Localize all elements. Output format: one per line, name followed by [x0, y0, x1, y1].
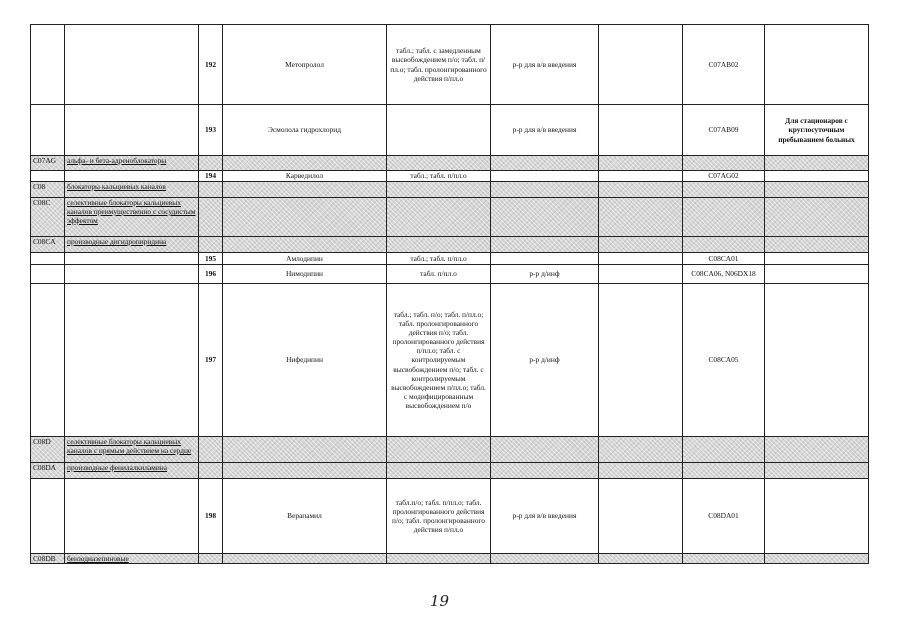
group-cell: блокаторы кальциевых каналов — [65, 182, 199, 198]
code-cell: C07AG02 — [683, 171, 765, 182]
number-cell: 194 — [199, 171, 223, 182]
atc-cell: C08DA — [31, 463, 65, 479]
form-cell — [387, 437, 491, 463]
form-cell: табл.п/о; табл. п/пл.о; табл. пролонгированного действия п/о; табл. пролонгированного действия п/пл.о — [387, 479, 491, 554]
form-cell: табл.; табл. п/о; табл. п/пл.о; табл. пролонгированного действия п/о; табл. пролонгированного действия п/пл.о; табл. с контролируемым высвобождением п/о; табл. с контролируемым высвобождением п/пл.о; табл. с модифицированным высвобождением п/о — [387, 284, 491, 437]
extra-cell — [599, 554, 683, 564]
atc-cell — [31, 284, 65, 437]
name-cell — [223, 198, 387, 237]
extra-cell — [599, 284, 683, 437]
atc-cell — [31, 105, 65, 156]
drug-row — [31, 265, 869, 284]
atc-cell: C07AG — [31, 156, 65, 171]
note-cell — [765, 25, 869, 105]
name-cell: Нимодипин — [223, 265, 387, 284]
code-cell — [683, 437, 765, 463]
drug-row — [31, 105, 869, 156]
code-cell: C08CA05 — [683, 284, 765, 437]
number-cell: 198 — [199, 479, 223, 554]
form-cell: табл.; табл. п/пл.о — [387, 171, 491, 182]
name-cell: Верапамил — [223, 479, 387, 554]
number-cell — [199, 237, 223, 253]
name-cell — [223, 554, 387, 564]
group-cell — [65, 105, 199, 156]
group-row — [31, 554, 869, 564]
group-row — [31, 198, 869, 237]
note-cell: Для стационаров с круглосуточным пребыванием больных — [765, 105, 869, 156]
number-cell — [199, 463, 223, 479]
injection-form-cell — [491, 171, 599, 182]
group-row — [31, 463, 869, 479]
form-cell — [387, 554, 491, 564]
group-row — [31, 156, 869, 171]
number-cell: 195 — [199, 253, 223, 265]
group-cell — [65, 253, 199, 265]
note-cell — [765, 554, 869, 564]
name-cell: Карведилол — [223, 171, 387, 182]
injection-form-cell — [491, 198, 599, 237]
form-cell — [387, 198, 491, 237]
number-cell: 197 — [199, 284, 223, 437]
drug-row — [31, 171, 869, 182]
medicines-table — [30, 24, 869, 564]
injection-form-cell — [491, 156, 599, 171]
name-cell: Амлодипин — [223, 253, 387, 265]
drug-row — [31, 253, 869, 265]
drug-row — [31, 25, 869, 105]
extra-cell — [599, 479, 683, 554]
name-cell — [223, 156, 387, 171]
code-cell — [683, 237, 765, 253]
injection-form-cell: р-р для в/в введения — [491, 479, 599, 554]
group-cell — [65, 265, 199, 284]
code-cell — [683, 554, 765, 564]
code-cell: C08DA01 — [683, 479, 765, 554]
number-cell — [199, 156, 223, 171]
group-cell — [65, 284, 199, 437]
atc-cell — [31, 265, 65, 284]
drug-row — [31, 284, 869, 437]
group-cell — [65, 171, 199, 182]
number-cell — [199, 554, 223, 564]
name-cell: Нифедипин — [223, 284, 387, 437]
injection-form-cell — [491, 237, 599, 253]
atc-cell — [31, 25, 65, 105]
code-cell — [683, 198, 765, 237]
table-body — [31, 25, 869, 564]
name-cell — [223, 463, 387, 479]
form-cell: табл. п/пл.о — [387, 265, 491, 284]
injection-form-cell — [491, 463, 599, 479]
code-cell: C08CA01 — [683, 253, 765, 265]
name-cell — [223, 437, 387, 463]
note-cell — [765, 156, 869, 171]
atc-cell: C08CA — [31, 237, 65, 253]
atc-cell — [31, 253, 65, 265]
extra-cell — [599, 171, 683, 182]
note-cell — [765, 253, 869, 265]
number-cell: 193 — [199, 105, 223, 156]
form-cell — [387, 105, 491, 156]
name-cell: Метопролол — [223, 25, 387, 105]
injection-form-cell: р-р для в/в введения — [491, 25, 599, 105]
form-cell — [387, 156, 491, 171]
note-cell — [765, 182, 869, 198]
atc-cell — [31, 171, 65, 182]
form-cell — [387, 463, 491, 479]
extra-cell — [599, 156, 683, 171]
form-cell: табл.; табл. п/пл.о — [387, 253, 491, 265]
atc-cell: C08 — [31, 182, 65, 198]
injection-form-cell — [491, 182, 599, 198]
form-cell — [387, 237, 491, 253]
extra-cell — [599, 182, 683, 198]
extra-cell — [599, 237, 683, 253]
drug-row — [31, 479, 869, 554]
note-cell — [765, 237, 869, 253]
group-cell: производные фенилалкиламина — [65, 463, 199, 479]
injection-form-cell — [491, 554, 599, 564]
note-cell — [765, 265, 869, 284]
extra-cell — [599, 437, 683, 463]
extra-cell — [599, 25, 683, 105]
group-cell: селективные блокаторы кальциевых каналов преимущественно с сосудистым эффектом — [65, 198, 199, 237]
note-cell — [765, 463, 869, 479]
number-cell — [199, 437, 223, 463]
note-cell — [765, 171, 869, 182]
atc-cell: C08D — [31, 437, 65, 463]
group-cell: производные дигидропиридина — [65, 237, 199, 253]
number-cell — [199, 198, 223, 237]
extra-cell — [599, 105, 683, 156]
form-cell — [387, 182, 491, 198]
group-cell: селективные блокаторы кальциевых каналов с прямым действием на сердце — [65, 437, 199, 463]
number-cell — [199, 182, 223, 198]
name-cell — [223, 237, 387, 253]
number-cell: 196 — [199, 265, 223, 284]
injection-form-cell: р-р д/инф — [491, 284, 599, 437]
atc-cell — [31, 479, 65, 554]
code-cell: C07AB09 — [683, 105, 765, 156]
group-cell — [65, 25, 199, 105]
injection-form-cell: р-р д/инф — [491, 265, 599, 284]
code-cell — [683, 182, 765, 198]
code-cell — [683, 463, 765, 479]
note-cell — [765, 284, 869, 437]
code-cell — [683, 156, 765, 171]
group-cell: бензодиазепиновые — [65, 554, 199, 564]
name-cell: Эсмолола гидрохлорид — [223, 105, 387, 156]
note-cell — [765, 479, 869, 554]
extra-cell — [599, 463, 683, 479]
extra-cell — [599, 253, 683, 265]
atc-cell: C08C — [31, 198, 65, 237]
atc-cell: C08DB — [31, 554, 65, 564]
name-cell — [223, 182, 387, 198]
group-row — [31, 437, 869, 463]
group-row — [31, 237, 869, 253]
note-cell — [765, 437, 869, 463]
group-cell: альфа- и бета-адреноблокаторы — [65, 156, 199, 171]
group-cell — [65, 479, 199, 554]
form-cell: табл.; табл. с замедленным высвобождением п/о; табл. п/пл.о; табл. пролонгированного действия п/пл.о — [387, 25, 491, 105]
injection-form-cell: р-р для в/в введения — [491, 105, 599, 156]
injection-form-cell — [491, 437, 599, 463]
number-cell: 192 — [199, 25, 223, 105]
group-row — [31, 182, 869, 198]
page-number: 19 — [430, 592, 450, 610]
extra-cell — [599, 198, 683, 237]
note-cell — [765, 198, 869, 237]
code-cell: C07AB02 — [683, 25, 765, 105]
code-cell: C08CA06, N06DX18 — [683, 265, 765, 284]
extra-cell — [599, 265, 683, 284]
injection-form-cell — [491, 253, 599, 265]
